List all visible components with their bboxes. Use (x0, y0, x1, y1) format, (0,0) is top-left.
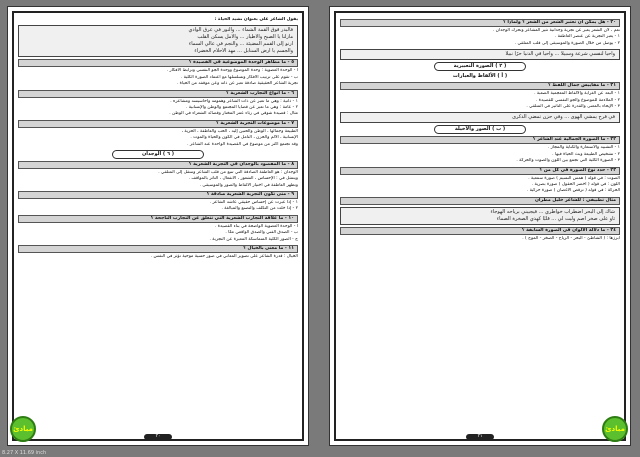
section-title: ( ٢ ) الصورة التعبيرية (434, 62, 526, 71)
badge-logo: مبادئ (602, 416, 628, 442)
text-line: ٢ - عامة : وهي ما تعبر عن قضايا المجتمع والوطن والإنسانية . (185, 104, 298, 110)
text-line: ٢ - يوصل من خلال الصورة والموسيقى إلى قلب المتلقي . (514, 40, 620, 46)
section-header: ١١ - ما معنى بالخيال ؟ (18, 245, 298, 253)
text-line: ١ - ذاتية : وهي ما تعبر عن ذات الشاعر وهمومه وأحاسيسه ومشاعره . (170, 98, 298, 104)
section-header: ٢٤ - ما دلالة الألوان في الصورة السابقة ؟ (340, 227, 620, 235)
text-line: ٣ - الإيحاء بالمعنى والقدرة على التأثير في المتلقي . (526, 103, 620, 109)
section-header: ٢٣ - حدد نوع الصورة في كل من ؟ (340, 167, 620, 175)
section-header: ٨ - ما المقصود بالوجدان في التجربة الشعرية ؟ (18, 161, 298, 169)
text-line: ٣ - الصورة الكلية التي تجمع بين اللون والصوت والحركة . (516, 158, 620, 164)
text-line: ١ - البعد عن الغرابة والألفاظ المعجمية الصعبة . (534, 91, 620, 97)
section-header: مثال تطبيقي : للشاعر خليل مطران (340, 197, 620, 205)
poem-box (18, 25, 298, 57)
text-line: وقد تجتمع أكثر من موضوع في القصيدة الواحدة عند الشاعر . (187, 141, 298, 147)
text-line: الوجدان : هو العاطفة الصادقة التي تنبع من قلب الشاعر وتنتقل إلى المتلقي . (158, 169, 298, 175)
poem-verse: ارنو إلى القمم المضيئة ... والنجم في عالي السماء (188, 41, 293, 48)
poem-box (340, 207, 620, 225)
right-page (329, 6, 631, 446)
section-header: ٧ - ما موضوعات التجربة الشعرية ؟ (18, 120, 298, 128)
text-line: وتظهر العاطفة في اختيار الألفاظ والصور والموسيقى . (199, 182, 298, 188)
poem-verse: شاك إلى البحر اضطراب خواطري ... فيجيبني برياحه الهوجاء (490, 208, 615, 215)
text-line: مثال : قصيدة شوقي في رثاء عمر المختار وقصائد الشعراء في الوطن . (169, 111, 298, 117)
badge-logo: مبادئ (10, 416, 36, 442)
poem-verse: مازلنا يا الصبح والأطيار ... والأمل يسكن القلب (197, 34, 293, 41)
section-header: ٢١ - ما مقاييس جمال اللفظ ؟ (340, 82, 620, 90)
text-line: أ - الوحدة العضوية الواضحة في بناء القصيدة . (214, 223, 298, 229)
text-line: ب - الصدق الفني والصدق الواقعي معًا . (225, 230, 298, 236)
text-line: ٢ - إذا خلت من التكلف والتصنع والمبالغة . (221, 206, 298, 212)
text-line: ويتمثل في : الإحساس ، الشعور ، الانفعال ، التأثر بالمواقف . (188, 176, 298, 182)
poem-box (340, 112, 620, 123)
left-page-content (18, 17, 298, 431)
text-line: ٢ - تشخيص الطبيعة وبث الحياة فيها . (552, 151, 620, 157)
right-page-content (340, 17, 620, 431)
poem-verse: واحيا لنفسي شرعة وسبيلا ... وأحيا في الدنيا حرًا نبيلا (505, 51, 615, 58)
section-header: ٦ - ما أنواع التجارب الشعرية ؟ (18, 90, 298, 98)
poem-verse: والجسم يا أرض السنابل ... مهد الأحلام الخضراء (194, 48, 293, 55)
page-number: ٣١ (466, 434, 494, 440)
text-line: ١ - إذا عبرت عن إحساس حقيقي عاشه الشاعر . (209, 200, 298, 206)
text-line: نعم ، لأن الشعر يعبر عن تجربة وجدانية تثير المشاعر وتحرك الوجدان . (492, 28, 620, 33)
poem-verse: ثاو على صخر أصم وليت لي ... قلبًا كهذي الصخرة الصماء (496, 215, 615, 222)
section-header: ٢٠ - هل يمكن أن نعتبر الشعر من الشعر ؟ ولماذا ؟ (340, 19, 620, 27)
text-line: اللون : في قوله ( أخضر الحقول ) صورة بصرية . (531, 181, 620, 187)
section-header: ٥ - ما مظاهر الوحدة الموضوعية في القصيدة ؟ (18, 59, 298, 67)
poem-verse: في فرح يمشي الهوى ... وفي حزن تمضي الذكرى (512, 114, 615, 121)
subsection-title: ( ٦ ) الوجدان (112, 150, 204, 159)
text-line: أبرزها : ( الشاطئ - البحر - الرياح - الصخر - الموج ) . (522, 235, 620, 241)
text-line: ١ - يعبر التجربة عن عنصر العاطفة . (554, 34, 620, 40)
intro-line: يقول الشاعر علي بعنوان نشيد الحياة : (214, 17, 298, 22)
text-line: الإنسانية ، الألم والحزن ، التأمل في الكون والحياة والموت . (190, 135, 298, 141)
page-size-label: 8.27 X 11.69 inch (2, 450, 47, 456)
text-line: الصوت : في قوله ( همس النسيم ) صورة سمعية . (528, 175, 620, 181)
left-page (7, 6, 309, 446)
section-header: ٩ - متى تكون التجربة الشعرية صادقة ؟ (18, 191, 298, 199)
text-line: ب - تقوم على ترتيب الأفكار وتسلسلها مع اعتماد الصورة الكلية . (180, 74, 298, 80)
text-line: الطبيعة وجمالها ، الوطن والحنين إليه ، الحب والعاطفة ، الحرية ، (181, 128, 298, 134)
subsection-title: ( أ ) الألفاظ والعبارات (452, 73, 508, 80)
section-header: ٢٢ - ما الصورة الجمالية عند الشاعر ؟ (340, 136, 620, 144)
text-line: أ - الوحدة العضوية : وحدة الموضوع ووحدة الجو النفسي وترابط الأفكار . (166, 68, 298, 74)
text-line: ج - الصور الكلية المتماسكة المعبرة عن التجربة . (209, 236, 298, 242)
section-header: ١٠ - ما علاقة التجارب الشعرية التي تتعلق عن التجارب الناجحة ؟ (18, 215, 298, 223)
poem-verse: فالبدر فوق القمة الشماء ... والنور في عرق الوادي (188, 27, 293, 34)
text-line: تجربة الشاعر الحقيقية صادقة تعبر عن ذاته وعن موقفه من الحياة . (176, 81, 298, 87)
subsection-title: ( ب ) الصور والأخيلة (434, 125, 526, 134)
text-line: ١ - التشبيه والاستعارة والكناية والمجاز . (547, 145, 620, 151)
text-line: الحركة : في قوله ( ترقص الأغصان ) صورة حركية . (526, 188, 620, 194)
poem-box (340, 49, 620, 60)
text-line: ٢ - الملاءمة للموضوع والجو النفسي للقصيدة . (535, 97, 620, 103)
page-number: ٣٠ (144, 434, 172, 440)
text-line: الخيال : قدرة الشاعر على تصوير المعاني في صور حسية موحية تؤثر في النفس . (150, 254, 298, 260)
